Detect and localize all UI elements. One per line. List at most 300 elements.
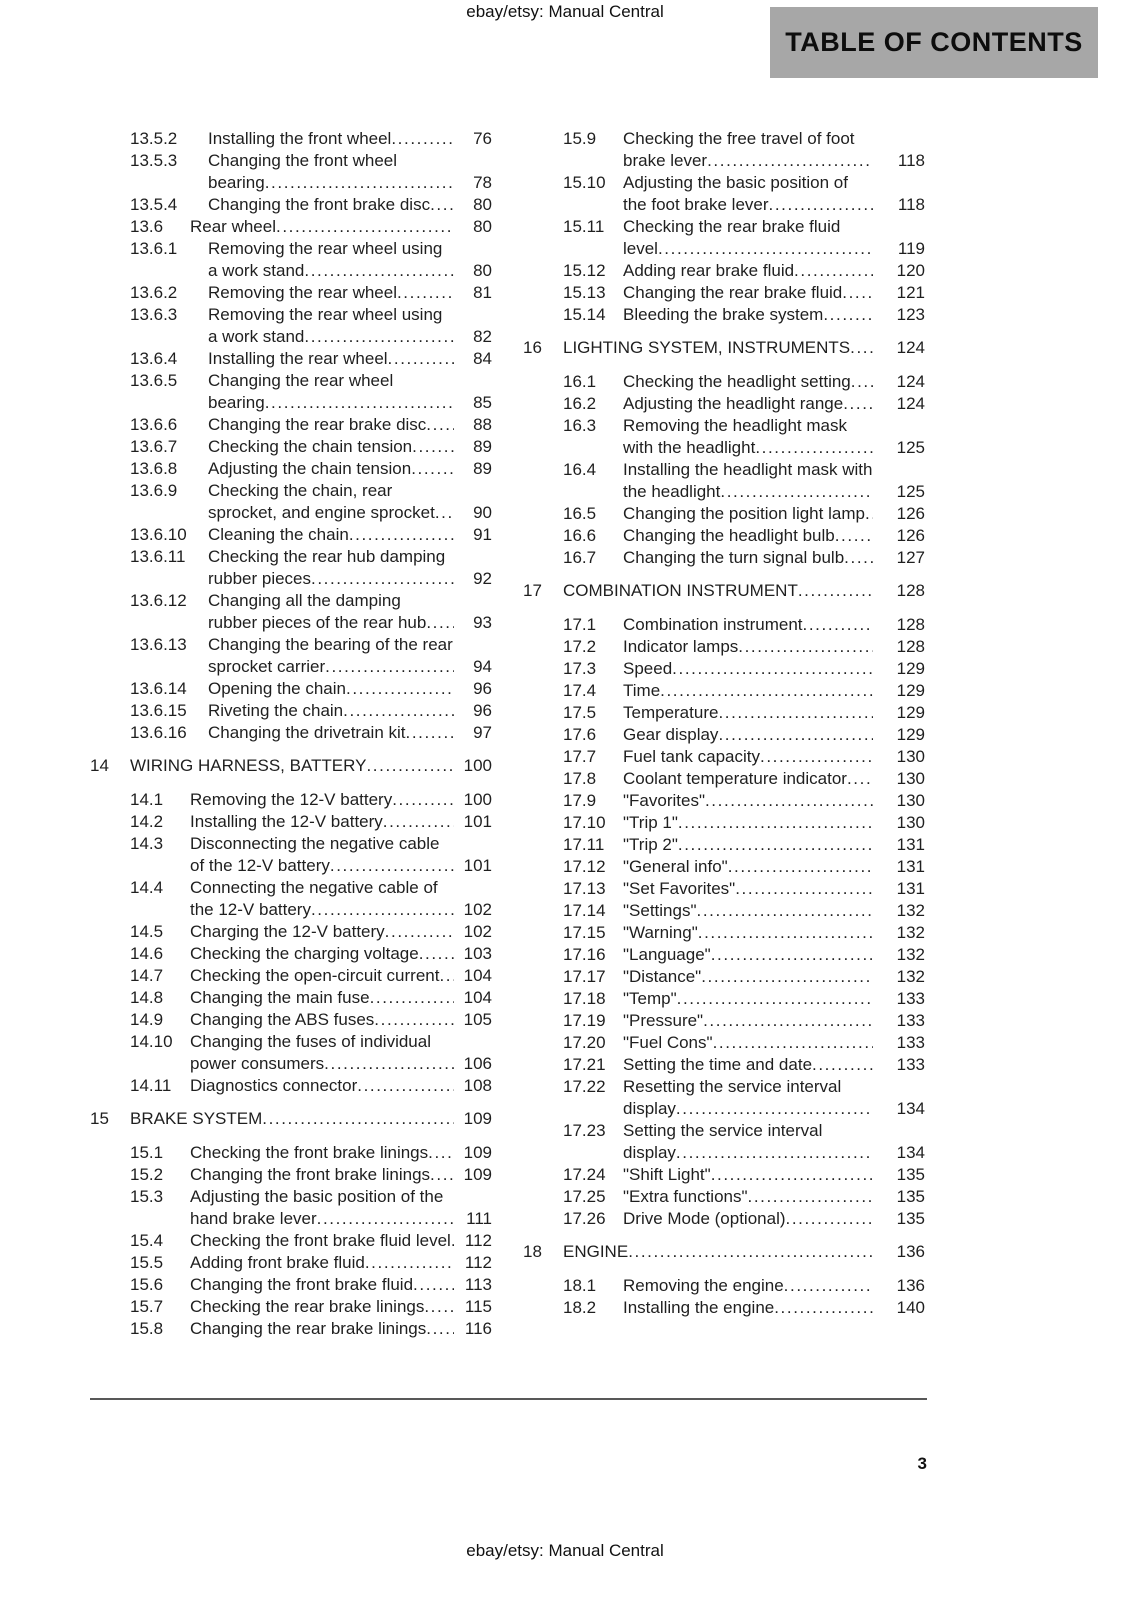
toc-entry-page: 129 — [896, 659, 925, 678]
toc-entry-number: 17.26 — [563, 1209, 606, 1228]
toc-entry-number: 14.6 — [130, 944, 164, 963]
toc-entry-number: 14.8 — [130, 988, 164, 1007]
toc-entry — [90, 1108, 492, 1130]
toc-entry-number: 17.2 — [563, 637, 597, 656]
toc-entry-number: 13.6.3 — [130, 305, 178, 324]
toc-entry-page: 109 — [463, 1109, 492, 1128]
toc-entry — [90, 1164, 492, 1186]
toc-entry — [523, 702, 925, 724]
toc-entry-title: Removing the rear wheel using a work stand ..... — [208, 304, 454, 348]
toc-entry-page: 104 — [463, 966, 492, 985]
toc-entry-page: 123 — [896, 305, 925, 324]
toc-entry-number: 16.5 — [563, 504, 597, 523]
toc-entry-page: 81 — [473, 283, 492, 302]
toc-entry-page: 132 — [896, 901, 925, 920]
toc-entry-number: 14.5 — [130, 922, 164, 941]
toc-entry — [523, 415, 925, 459]
toc-entry-page: 101 — [463, 812, 492, 831]
toc-entry-page: 96 — [473, 679, 492, 698]
toc-entry — [90, 1296, 492, 1318]
toc-entry-number: 15.9 — [563, 129, 597, 148]
toc-entry-page: 112 — [464, 1231, 492, 1250]
toc-entry-title: Removing the headlight mask with the headlight ..... — [623, 415, 873, 459]
toc-entry — [523, 459, 925, 503]
toc-entry-title: Setting the service interval display ..... — [623, 1120, 873, 1164]
toc-entry-title: "Set Favorites" ..... — [623, 878, 873, 900]
toc-entry-number: 13.6.14 — [130, 679, 187, 698]
toc-entry-title: Adding front brake fluid ..... — [190, 1252, 454, 1274]
toc-entry-title: "Pressure" ..... — [623, 1010, 873, 1032]
toc-entry-title: "Favorites" ..... — [623, 790, 873, 812]
toc-entry-number: 15.8 — [130, 1319, 164, 1338]
toc-entry-title: Fuel tank capacity ..... — [623, 746, 873, 768]
toc-entry-number: 14 — [90, 756, 109, 775]
toc-entry-page: 130 — [896, 791, 925, 810]
toc-entry-title: Disconnecting the negative cable of the 12-V battery ..... — [190, 833, 454, 877]
toc-entry — [90, 304, 492, 348]
toc-entry-title: Diagnostics connector ..... — [190, 1075, 454, 1097]
toc-entry-title: Resetting the service interval display ..... — [623, 1076, 873, 1120]
toc-entry-number: 13.6.5 — [130, 371, 178, 390]
toc-entry-page: 133 — [896, 989, 925, 1008]
toc-entry-number: 17.23 — [563, 1121, 606, 1140]
toc-entry — [90, 128, 492, 150]
toc-entry-title: "Settings" ..... — [623, 900, 873, 922]
toc-entry-number: 15.3 — [130, 1187, 164, 1206]
toc-entry — [523, 1186, 925, 1208]
toc-entry-title: "Warning" ..... — [623, 922, 873, 944]
toc-entry-page: 92 — [473, 569, 492, 588]
toc-entry — [90, 458, 492, 480]
toc-entry — [90, 414, 492, 436]
toc-entry-number: 13.5.3 — [130, 151, 178, 170]
toc-entry-number: 17.25 — [563, 1187, 606, 1206]
toc-entry-page: 126 — [896, 504, 925, 523]
toc-entry — [523, 1164, 925, 1186]
toc-entry-number: 17.6 — [563, 725, 597, 744]
toc-entry — [90, 524, 492, 546]
footer-divider — [90, 1398, 927, 1400]
toc-entry-title: "General info" ..... — [623, 856, 873, 878]
header-watermark: ebay/etsy: Manual Central — [466, 2, 664, 21]
toc-entry-number: 15.1 — [130, 1143, 164, 1162]
toc-entry-page: 121 — [896, 283, 925, 302]
toc-entry-title: Changing the position light lamp ..... — [623, 503, 873, 525]
toc-entry-title: Changing the fuses of individual power consumers ..... — [190, 1031, 454, 1075]
toc-entry-title: Changing the front wheel bearing ..... — [208, 150, 454, 194]
toc-entry-title: WIRING HARNESS, BATTERY ..... — [130, 755, 454, 777]
toc-entry — [90, 590, 492, 634]
toc-entry-number: 17.19 — [563, 1011, 606, 1030]
toc-entry-title: Riveting the chain ..... — [208, 700, 454, 722]
toc-entry-number: 13.5.4 — [130, 195, 178, 214]
toc-entry — [523, 614, 925, 636]
toc-entry-page: 128 — [896, 637, 925, 656]
toc-entry-page: 136 — [896, 1242, 925, 1261]
toc-entry-page: 132 — [896, 967, 925, 986]
toc-entry-number: 18.2 — [563, 1298, 597, 1317]
toc-entry-title: Changing the front brake fluid ..... — [190, 1274, 454, 1296]
toc-entry-page: 106 — [463, 1054, 492, 1073]
toc-entry — [90, 348, 492, 370]
toc-entry-title: BRAKE SYSTEM ..... — [130, 1108, 454, 1130]
toc-entry-title: Adjusting the basic position of the hand brake lever ..... — [190, 1186, 454, 1230]
toc-body — [90, 128, 925, 1340]
toc-entry — [523, 922, 925, 944]
toc-entry-number: 17.13 — [563, 879, 606, 898]
toc-entry-page: 131 — [896, 879, 925, 898]
toc-entry-page: 97 — [473, 723, 492, 742]
page-title: TABLE OF CONTENTS — [785, 27, 1083, 57]
page-number: 3 — [917, 1454, 927, 1473]
toc-entry-title: Removing the engine ..... — [623, 1275, 873, 1297]
toc-entry-page: 140 — [896, 1298, 925, 1317]
toc-entry-title: Checking the charging voltage ..... — [190, 943, 454, 965]
toc-entry-page: 109 — [463, 1143, 492, 1162]
toc-entry-title: Bleeding the brake system ..... — [623, 304, 873, 326]
toc-entry — [523, 790, 925, 812]
toc-entry-number: 17.24 — [563, 1165, 606, 1184]
toc-entry-number: 18.1 — [563, 1276, 597, 1295]
toc-entry-title: "Trip 2" ..... — [623, 834, 873, 856]
toc-entry — [523, 900, 925, 922]
toc-entry-title: Changing the front brake linings ..... — [190, 1164, 454, 1186]
toc-entry — [523, 636, 925, 658]
toc-entry-title: Checking the rear hub damping rubber pieces ..... — [208, 546, 454, 590]
toc-entry-title: Checking the rear brake fluid level ..... — [623, 216, 873, 260]
toc-entry-page: 129 — [896, 681, 925, 700]
toc-entry-page: 124 — [896, 394, 925, 413]
toc-entry-title: Changing the drivetrain kit ..... — [208, 722, 454, 744]
toc-entry-number: 17.11 — [563, 835, 605, 854]
toc-entry — [90, 1274, 492, 1296]
toc-entry-page: 125 — [896, 438, 925, 457]
toc-entry-number: 14.9 — [130, 1010, 164, 1029]
toc-entry — [90, 943, 492, 965]
toc-entry-page: 105 — [463, 1010, 492, 1029]
toc-entry-number: 17.18 — [563, 989, 606, 1008]
toc-entry — [90, 833, 492, 877]
toc-entry — [90, 921, 492, 943]
toc-entry-page: 133 — [896, 1011, 925, 1030]
toc-entry — [523, 724, 925, 746]
toc-entry — [523, 878, 925, 900]
toc-entry — [523, 1054, 925, 1076]
toc-entry-number: 13.6.2 — [130, 283, 178, 302]
toc-entry-title: Changing the main fuse ..... — [190, 987, 454, 1009]
toc-entry-title: Combination instrument ..... — [623, 614, 873, 636]
toc-entry-page: 90 — [473, 503, 492, 522]
toc-entry-page: 94 — [473, 657, 492, 676]
toc-entry-page: 109 — [463, 1165, 492, 1184]
toc-entry-title: Removing the rear wheel using a work stand ..... — [208, 238, 454, 282]
toc-entry-number: 16.2 — [563, 394, 597, 413]
toc-entry-number: 14.4 — [130, 878, 164, 897]
toc-entry-title: Installing the headlight mask with the headlight ..... — [623, 459, 873, 503]
toc-entry — [523, 966, 925, 988]
toc-entry — [90, 877, 492, 921]
toc-entry — [90, 965, 492, 987]
toc-entry-title: Opening the chain ..... — [208, 678, 454, 700]
toc-entry-page: 76 — [473, 129, 492, 148]
toc-entry-page: 118 — [897, 151, 925, 170]
toc-entry-page: 116 — [464, 1319, 492, 1338]
toc-entry — [523, 172, 925, 216]
toc-entry — [90, 238, 492, 282]
toc-entry — [90, 700, 492, 722]
toc-entry-page: 124 — [896, 338, 925, 357]
toc-entry — [90, 282, 492, 304]
toc-entry — [523, 525, 925, 547]
toc-entry-number: 17.5 — [563, 703, 597, 722]
toc-entry-page: 134 — [896, 1143, 925, 1162]
toc-entry-number: 13.6.12 — [130, 591, 187, 610]
toc-entry — [523, 944, 925, 966]
toc-entry-number: 15.5 — [130, 1253, 164, 1272]
toc-entry-title: Adjusting the headlight range ..... — [623, 393, 873, 415]
toc-entry-page: 100 — [463, 756, 492, 775]
toc-entry-title: Adjusting the chain tension ..... — [208, 458, 454, 480]
toc-entry-page: 119 — [897, 239, 925, 258]
toc-entry-page: 93 — [473, 613, 492, 632]
toc-entry-page: 112 — [464, 1253, 492, 1272]
toc-entry-title: COMBINATION INSTRUMENT ..... — [563, 580, 873, 602]
toc-entry-page: 113 — [464, 1275, 492, 1294]
toc-entry-number: 17.14 — [563, 901, 606, 920]
toc-entry-number: 14.2 — [130, 812, 164, 831]
toc-entry — [90, 370, 492, 414]
toc-entry-number: 17.8 — [563, 769, 597, 788]
toc-entry — [523, 503, 925, 525]
toc-entry-page: 129 — [896, 725, 925, 744]
toc-entry-page: 125 — [896, 482, 925, 501]
toc-entry-page: 101 — [463, 856, 492, 875]
toc-entry-number: 14.7 — [130, 966, 164, 985]
toc-entry — [90, 789, 492, 811]
toc-entry-number: 18 — [523, 1242, 542, 1261]
toc-entry — [90, 755, 492, 777]
toc-entry-title: Drive Mode (optional) ..... — [623, 1208, 873, 1230]
toc-entry — [523, 1032, 925, 1054]
toc-entry — [523, 580, 925, 602]
toc-entry — [523, 856, 925, 878]
toc-entry-number: 16.7 — [563, 548, 597, 567]
toc-entry-title: Changing the turn signal bulb ..... — [623, 547, 873, 569]
toc-entry-title: "Fuel Cons" ..... — [623, 1032, 873, 1054]
toc-entry-number: 13.6 — [130, 217, 164, 236]
toc-entry-number: 13.6.9 — [130, 481, 178, 500]
toc-entry-title: Installing the 12-V battery ..... — [190, 811, 454, 833]
toc-entry-title: Charging the 12-V battery ..... — [190, 921, 454, 943]
toc-entry-page: 104 — [463, 988, 492, 1007]
toc-entry-title: Changing the rear wheel bearing ..... — [208, 370, 454, 414]
toc-entry — [523, 282, 925, 304]
toc-column-right — [523, 128, 925, 1340]
toc-entry-number: 17.12 — [563, 857, 606, 876]
toc-entry-number: 16.6 — [563, 526, 597, 545]
toc-entry — [523, 547, 925, 569]
toc-entry-page: 136 — [896, 1276, 925, 1295]
toc-entry — [523, 1275, 925, 1297]
toc-entry — [523, 1208, 925, 1230]
toc-entry-title: Changing the front brake disc ..... — [208, 194, 454, 216]
toc-entry-page: 135 — [896, 1209, 925, 1228]
toc-entry-number: 15.14 — [563, 305, 606, 324]
toc-entry-number: 13.6.8 — [130, 459, 178, 478]
toc-entry — [523, 658, 925, 680]
toc-entry-page: 89 — [473, 459, 492, 478]
toc-banner — [770, 7, 1098, 78]
toc-entry-number: 16.4 — [563, 460, 597, 479]
toc-entry-number: 15.13 — [563, 283, 606, 302]
toc-entry-page: 133 — [896, 1033, 925, 1052]
toc-entry-title: Checking the rear brake linings ..... — [190, 1296, 454, 1318]
footer-watermark: ebay/etsy: Manual Central — [466, 1541, 664, 1560]
toc-entry-number: 14.11 — [130, 1076, 172, 1095]
toc-entry-number: 17.17 — [563, 967, 606, 986]
toc-entry-number: 15 — [90, 1109, 109, 1128]
toc-entry-number: 15.10 — [563, 173, 606, 192]
toc-entry-number: 17.20 — [563, 1033, 606, 1052]
toc-entry-number: 14.10 — [130, 1032, 173, 1051]
toc-entry-page: 89 — [473, 437, 492, 456]
toc-entry-page: 84 — [473, 349, 492, 368]
toc-entry — [523, 260, 925, 282]
toc-entry-page: 78 — [473, 173, 492, 192]
toc-entry-page: 88 — [473, 415, 492, 434]
toc-entry-number: 13.6.4 — [130, 349, 178, 368]
toc-entry-title: Changing the rear brake disc ..... — [208, 414, 454, 436]
toc-entry-title: Checking the free travel of foot brake lever ..... — [623, 128, 873, 172]
toc-entry-title: Indicator lamps ..... — [623, 636, 873, 658]
toc-entry-page: 100 — [463, 790, 492, 809]
toc-entry-page: 102 — [463, 900, 492, 919]
toc-entry — [523, 988, 925, 1010]
toc-entry-title: Changing the ABS fuses ..... — [190, 1009, 454, 1031]
toc-entry-page: 135 — [896, 1165, 925, 1184]
toc-entry-number: 14.3 — [130, 834, 164, 853]
toc-entry — [90, 1031, 492, 1075]
toc-entry-title: Adjusting the basic position of the foot brake lever ..... — [623, 172, 873, 216]
toc-entry-number: 13.6.16 — [130, 723, 187, 742]
toc-entry-title: "Language" ..... — [623, 944, 873, 966]
toc-entry-page: 135 — [896, 1187, 925, 1206]
toc-entry-page: 80 — [473, 261, 492, 280]
toc-entry-title: Setting the time and date ..... — [623, 1054, 873, 1076]
toc-entry-number: 16 — [523, 338, 542, 357]
toc-entry — [90, 1252, 492, 1274]
toc-entry — [90, 1075, 492, 1097]
toc-entry-number: 17.3 — [563, 659, 597, 678]
toc-entry-page: 128 — [896, 615, 925, 634]
toc-entry — [523, 834, 925, 856]
toc-entry — [90, 150, 492, 194]
toc-entry-page: 96 — [473, 701, 492, 720]
toc-entry-title: Checking the open-circuit current ..... — [190, 965, 454, 987]
toc-entry-number: 16.1 — [563, 372, 597, 391]
toc-entry-title: Installing the engine ..... — [623, 1297, 873, 1319]
toc-entry-number: 17.15 — [563, 923, 606, 942]
toc-entry-title: LIGHTING SYSTEM, INSTRUMENTS ..... — [563, 337, 873, 359]
toc-entry-number: 13.5.2 — [130, 129, 178, 148]
toc-entry-title: Changing all the damping rubber pieces of the rear hub ..... — [208, 590, 454, 634]
toc-entry-title: Checking the headlight setting ..... — [623, 371, 873, 393]
toc-entry-number: 16.3 — [563, 416, 597, 435]
toc-entry-page: 130 — [896, 747, 925, 766]
toc-entry — [523, 304, 925, 326]
toc-entry-page: 134 — [896, 1099, 925, 1118]
toc-entry-title: Coolant temperature indicator ..... — [623, 768, 873, 790]
toc-entry-page: 131 — [896, 857, 925, 876]
toc-entry — [523, 812, 925, 834]
toc-entry-title: Connecting the negative cable of the 12-V battery ..... — [190, 877, 454, 921]
toc-entry-page: 120 — [896, 261, 925, 280]
toc-entry — [523, 768, 925, 790]
toc-entry — [90, 722, 492, 744]
toc-entry — [523, 1010, 925, 1032]
toc-entry-page: 126 — [896, 526, 925, 545]
toc-entry-number: 17.22 — [563, 1077, 606, 1096]
toc-entry-title: Changing the rear brake fluid ..... — [623, 282, 873, 304]
toc-entry-number: 15.2 — [130, 1165, 164, 1184]
toc-entry-number: 17.4 — [563, 681, 597, 700]
toc-entry — [90, 1230, 492, 1252]
toc-entry-number: 17.21 — [563, 1055, 606, 1074]
toc-entry-title: ENGINE ..... — [563, 1241, 873, 1263]
toc-entry-number: 15.11 — [563, 217, 605, 236]
toc-entry-page: 129 — [896, 703, 925, 722]
toc-entry-title: "Temp" ..... — [623, 988, 873, 1010]
toc-entry — [90, 634, 492, 678]
toc-entry — [523, 128, 925, 172]
toc-entry — [90, 811, 492, 833]
toc-entry-title: Gear display ..... — [623, 724, 873, 746]
toc-entry-number: 17.9 — [563, 791, 597, 810]
toc-entry-number: 17.1 — [563, 615, 597, 634]
toc-entry-number: 17.10 — [563, 813, 606, 832]
toc-entry-page: 128 — [896, 581, 925, 600]
toc-entry-page: 115 — [464, 1297, 492, 1316]
toc-entry-title: Rear wheel ..... — [190, 216, 454, 238]
toc-entry-number: 13.6.1 — [130, 239, 178, 258]
toc-entry-title: Checking the chain tension ..... — [208, 436, 454, 458]
toc-entry-page: 124 — [896, 372, 925, 391]
toc-entry-title: Checking the chain, rear sprocket, and engine sprocket ..... — [208, 480, 454, 524]
toc-entry-title: Changing the bearing of the rear sprocket carrier ..... — [208, 634, 454, 678]
toc-entry-title: Changing the headlight bulb ..... — [623, 525, 873, 547]
toc-entry-title: Time ..... — [623, 680, 873, 702]
toc-entry-title: "Extra functions" ..... — [623, 1186, 873, 1208]
toc-entry-title: "Distance" ..... — [623, 966, 873, 988]
toc-entry — [90, 1186, 492, 1230]
toc-entry — [523, 1241, 925, 1263]
toc-entry — [523, 680, 925, 702]
toc-entry-title: Removing the 12-V battery ..... — [190, 789, 454, 811]
toc-entry-number: 15.7 — [130, 1297, 164, 1316]
toc-entry — [90, 987, 492, 1009]
toc-entry — [523, 1076, 925, 1120]
toc-entry-page: 80 — [473, 195, 492, 214]
toc-column-left — [90, 128, 492, 1340]
toc-entry — [90, 216, 492, 238]
toc-entry-number: 13.6.10 — [130, 525, 187, 544]
toc-entry-page: 118 — [897, 195, 925, 214]
toc-entry-title: Speed ..... — [623, 658, 873, 680]
toc-entry-page: 91 — [473, 525, 492, 544]
toc-entry — [90, 678, 492, 700]
toc-entry-title: Installing the rear wheel ..... — [208, 348, 454, 370]
toc-entry-number: 17.16 — [563, 945, 606, 964]
